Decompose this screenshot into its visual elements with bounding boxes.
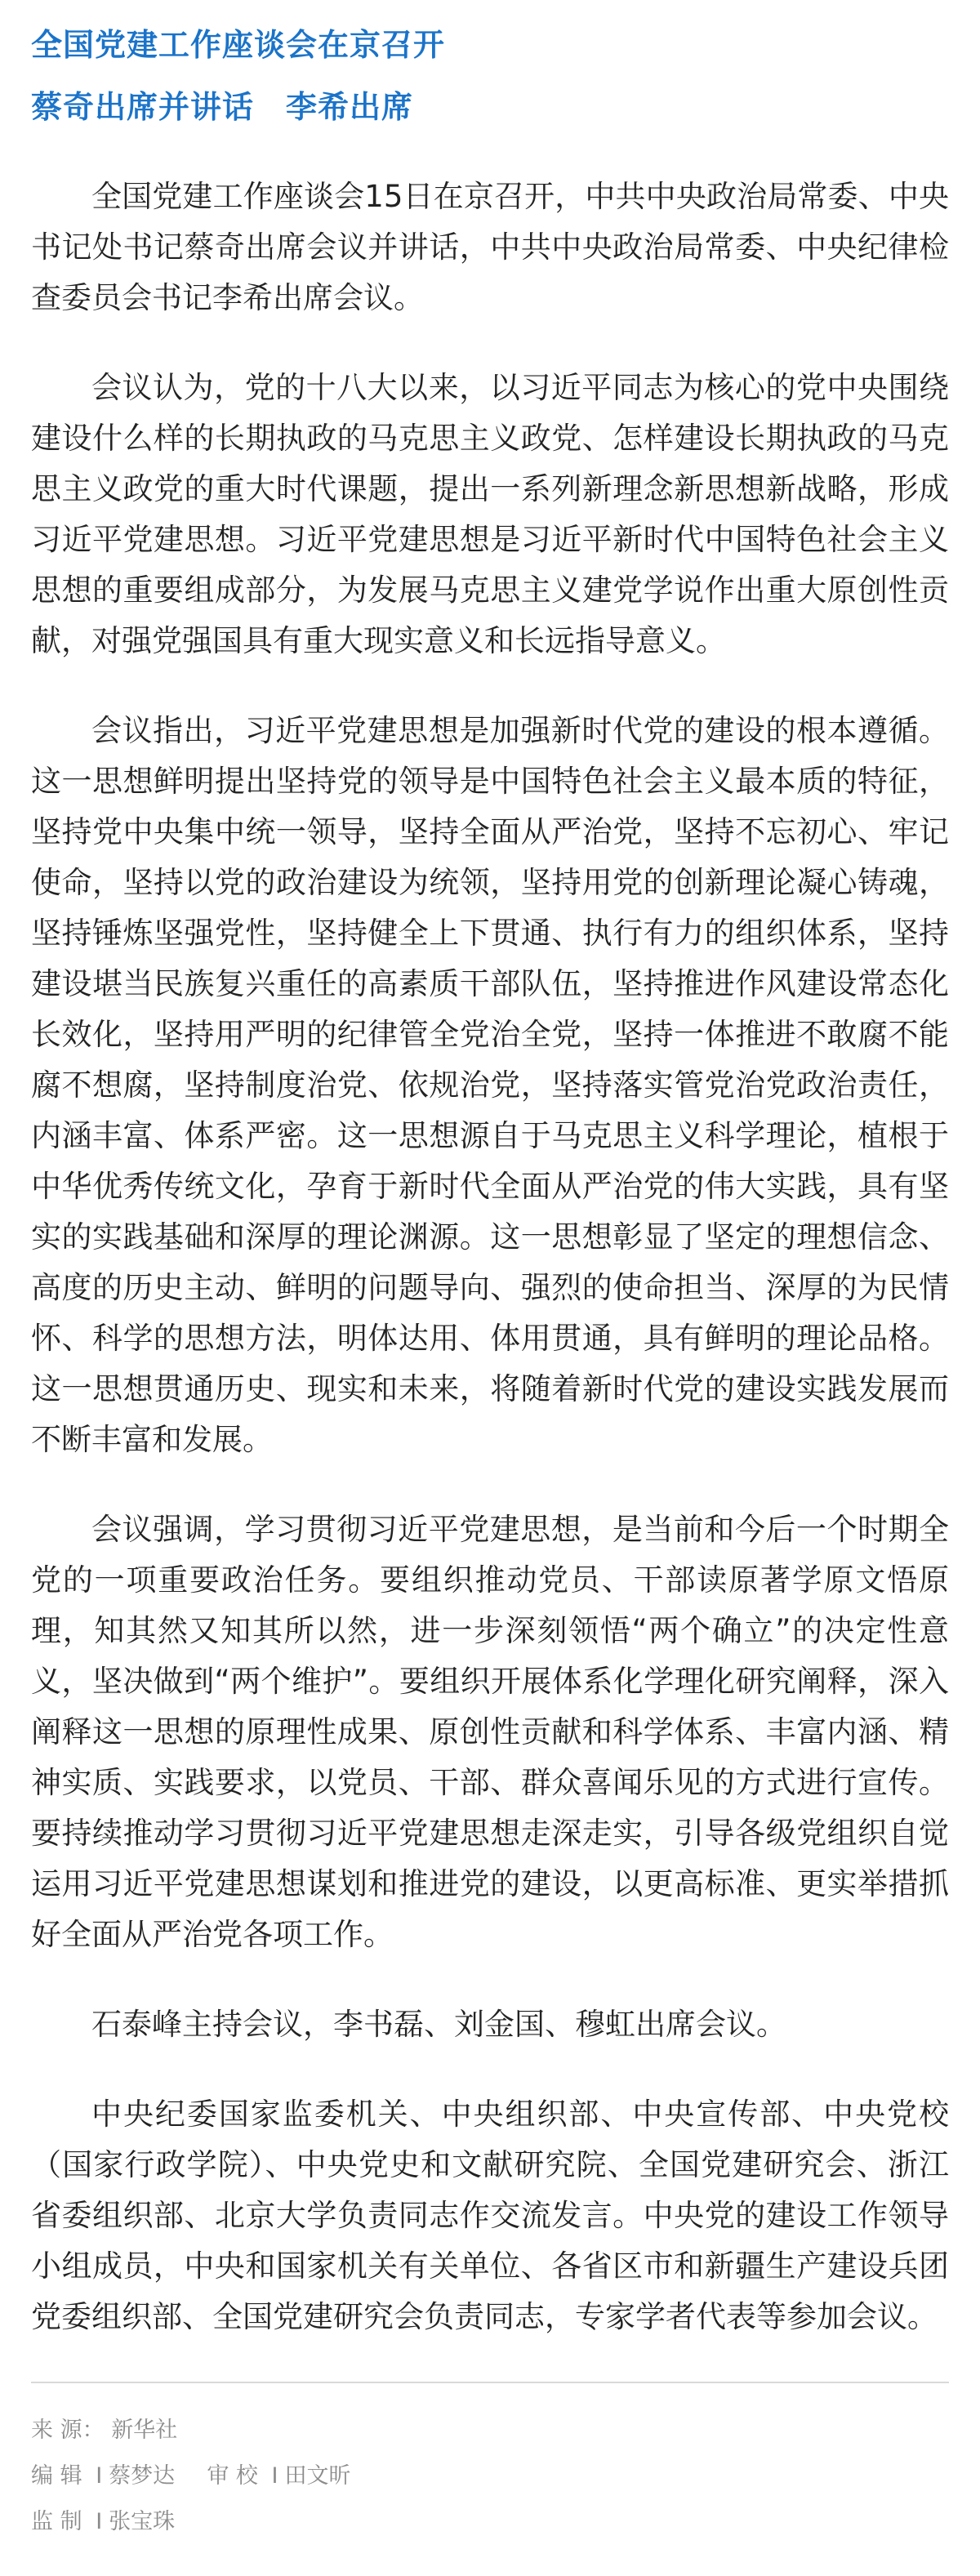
editor-value: 蔡梦达 <box>109 2463 176 2489</box>
article-header <box>31 0 949 132</box>
article-paragraph: 会议指出，习近平党建思想是加强新时代党的建设的根本遵循。这一思想鲜明提出坚持党的领导是中国特色社会主义最本质的特征，坚持党中央集中统一领导，坚持全面从严治党，坚持不忘初心、牢记使命，坚持以党的政治建设为统领，坚持用党的创新理论凝心铸魂，坚持锤炼坚强党性，坚持健全上下贯通、执行有力的组织体系，坚持建设堪当民族复兴重任的高素质干部队伍，坚持推进作风建设常态化长效化，坚持用严明的纪律管全党治全党，坚持一体推进不敢腐不能腐不想腐，坚持制度治党、依规治党，坚持落实管党治党政治责任，内涵丰富、体系严密。这一思想源自于马克思主义科学理论，植根于中华优秀传统文化，孕育于新时代全面从严治党的伟大实践，具有坚实的实践基础和深厚的理论渊源。这一思想彰显了坚定的理想信念、高度的历史主动、鲜明的问题导向、强烈的使命担当、深厚的为民情怀、科学的思想方法，明体达用、体用贯通，具有鲜明的理论品格。这一思想贯通历史、现实和未来，将随着新时代党的建设实践发展而不断丰富和发展。 <box>31 713 949 1457</box>
supervisor-value: 张宝珠 <box>109 2509 176 2534</box>
footer-divider <box>31 2382 949 2383</box>
editor-label: 编 辑 <box>31 2463 82 2489</box>
supervisor-line <box>31 2499 949 2545</box>
supervisor-label: 监 制 <box>31 2509 82 2534</box>
reviewer-value: 田文昕 <box>284 2463 351 2489</box>
article-paragraph: 中央纪委国家监委机关、中央组织部、中央宣传部、中央党校（国家行政学院）、中央党史和文献研究院、全国党建研究会、浙江省委组织部、北京大学负责同志作交流发言。中央党的建设工作领导小组成员，中央和国家机关有关单位、各省区市和新疆生产建设兵团党委组织部、全国党建研究会负责同志，专家学者代表等参加会议。 <box>31 2097 949 2334</box>
separator: I <box>96 2509 103 2534</box>
article-paragraph: 会议强调，学习贯彻习近平党建思想，是当前和今后一个时期全党的一项重要政治任务。要组织推动党员、干部读原著学原文悟原理，知其然又知其所以然，进一步深刻领悟“两个确立”的决定性意义，坚决做到“两个维护”。要组织开展体系化学理化研究阐释，深入阐释这一思想的原理性成果、原创性贡献和科学体系、丰富内涵、精神实质、实践要求，以党员、干部、群众喜闻乐见的方式进行宣传。要持续推动学习贯彻习近平党建思想走深走实，引导各级党组织自觉运用习近平党建思想谋划和推进党的建设，以更高标准、更实举措抓好全面从严治党各项工作。 <box>31 1512 949 1952</box>
article-subtitle: 蔡奇出席并讲话 李希出席 <box>31 89 414 125</box>
article-footer <box>31 2408 949 2545</box>
article-paragraph: 石泰峰主持会议，李书磊、刘金国、穆虹出席会议。 <box>91 2007 786 2042</box>
article-title: 全国党建工作座谈会在京召开 <box>31 27 446 63</box>
source-label: 来 源： <box>31 2418 105 2443</box>
source-value: 新华社 <box>111 2418 178 2443</box>
article-body <box>31 172 949 2342</box>
editor-line <box>31 2453 949 2499</box>
article-paragraph: 全国党建工作座谈会15日在京召开，中共中央政治局常委、中央书记处书记蔡奇出席会议并讲话，中共中央政治局常委、中央纪律检查委员会书记李希出席会议。 <box>31 179 949 315</box>
separator: I <box>271 2463 278 2489</box>
separator: I <box>96 2463 103 2489</box>
article-paragraph: 会议认为，党的十八大以来，以习近平同志为核心的党中央围绕建设什么样的长期执政的马克思主义政党、怎样建设长期执政的马克思主义政党的重大时代课题，提出一系列新理念新思想新战略，形成习近平党建思想。习近平党建思想是习近平新时代中国特色社会主义思想的重要组成部分，为发展马克思主义建党学说作出重大原创性贡献，对强党强国具有重大现实意义和长远指导意义。 <box>31 370 949 658</box>
source-line <box>31 2408 949 2453</box>
reviewer-label: 审 校 <box>207 2463 258 2489</box>
